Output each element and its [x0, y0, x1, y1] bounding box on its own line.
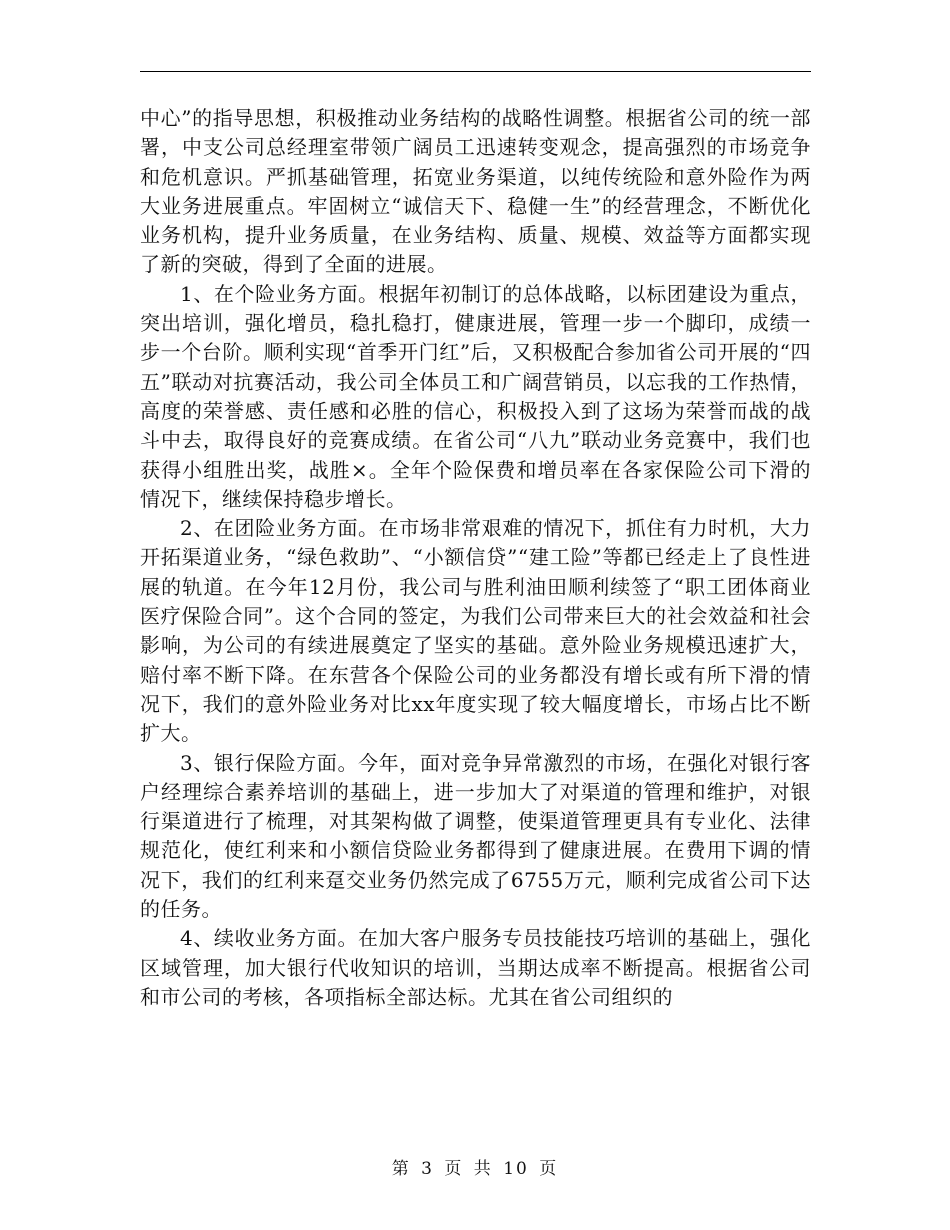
body-paragraph-renewal: 4、续收业务方面。在加大客户服务专员技能技巧培训的基础上，强化区域管理，加大银行代收知识的培训，当期达成率不断提高。根据省公司和市公司的考核，各项指标全部达标。尤其在省公司组织的 — [140, 926, 811, 1009]
document-body — [140, 104, 811, 1012]
header-rule — [140, 71, 811, 72]
body-paragraph: 中心”的指导思想，积极推动业务结构的战略性调整。根据省公司的统一部署，中支公司总经理室带领广阔员工迅速转变观念，提高强烈的市场竞争和危机意识。严抓基础管理，拓宽业务渠道，以纯传统险和意外险作为两大业务进展重点。牢固树立“诚信天下、稳健一生”的经营理念，不断优化业务机构，提升业务质量，在业务结构、质量、规模、效益等方面都实现了新的突破，得到了全面的进展。 — [140, 106, 811, 277]
body-paragraph-bank-insurance: 3、银行保险方面。今年，面对竞争异常激烈的市场，在强化对银行客户经理综合素养培训的基础上，进一步加大了对渠道的管理和维护，对银行渠道进行了梳理，对其架构做了调整，使渠道管理更具有专业化、法律规范化，使红利来和小额信贷险业务都得到了健康进展。在费用下调的情况下，我们的红利来趸交业务仍然完成了6755万元，顺利完成省公司下达的任务。 — [140, 750, 811, 922]
page-number: 第 3 页 共 10 页 — [391, 1159, 559, 1179]
body-paragraph-individual-insurance: 1、在个险业务方面。根据年初制订的总体战略，以标团建设为重点，突出培训，强化增员，稳扎稳打，健康进展，管理一步一个脚印，成绩一步一个台阶。顺利实现“首季开门红”后，又积极配合参加省公司开展的“四五”联动对抗赛活动，我公司全体员工和广阔营销员，以忘我的工作热情，高度的荣誉感、责任感和必胜的信心，积极投入到了这场为荣誉而战的战斗中去，取得良好的竞赛成绩。在省公司“八九”联动业务竞赛中，我们也获得小组胜出奖，战胜×。全年个险保费和增员率在各家保险公司下滑的情况下，继续保持稳步增长。 — [140, 281, 811, 511]
body-paragraph-group-insurance: 2、在团险业务方面。在市场非常艰难的情况下，抓住有力时机，大力开拓渠道业务，“绿色救助”、“小额信贷”“建工险”等都已经走上了良性进展的轨道。在今年12月份，我公司与胜利油田顺利续签了“职工团体商业医疗保险合同”。这个合同的签定，为我们公司带来巨大的社会效益和社会影响，为公司的有续进展奠定了坚实的基础。意外险业务规模迅速扩大，赔付率不断下降。在东营各个保险公司的业务都没有增长或有所下滑的情况下，我们的意外险业务对比xx年度实现了较大幅度增长，市场占比不断扩大。 — [140, 516, 811, 746]
